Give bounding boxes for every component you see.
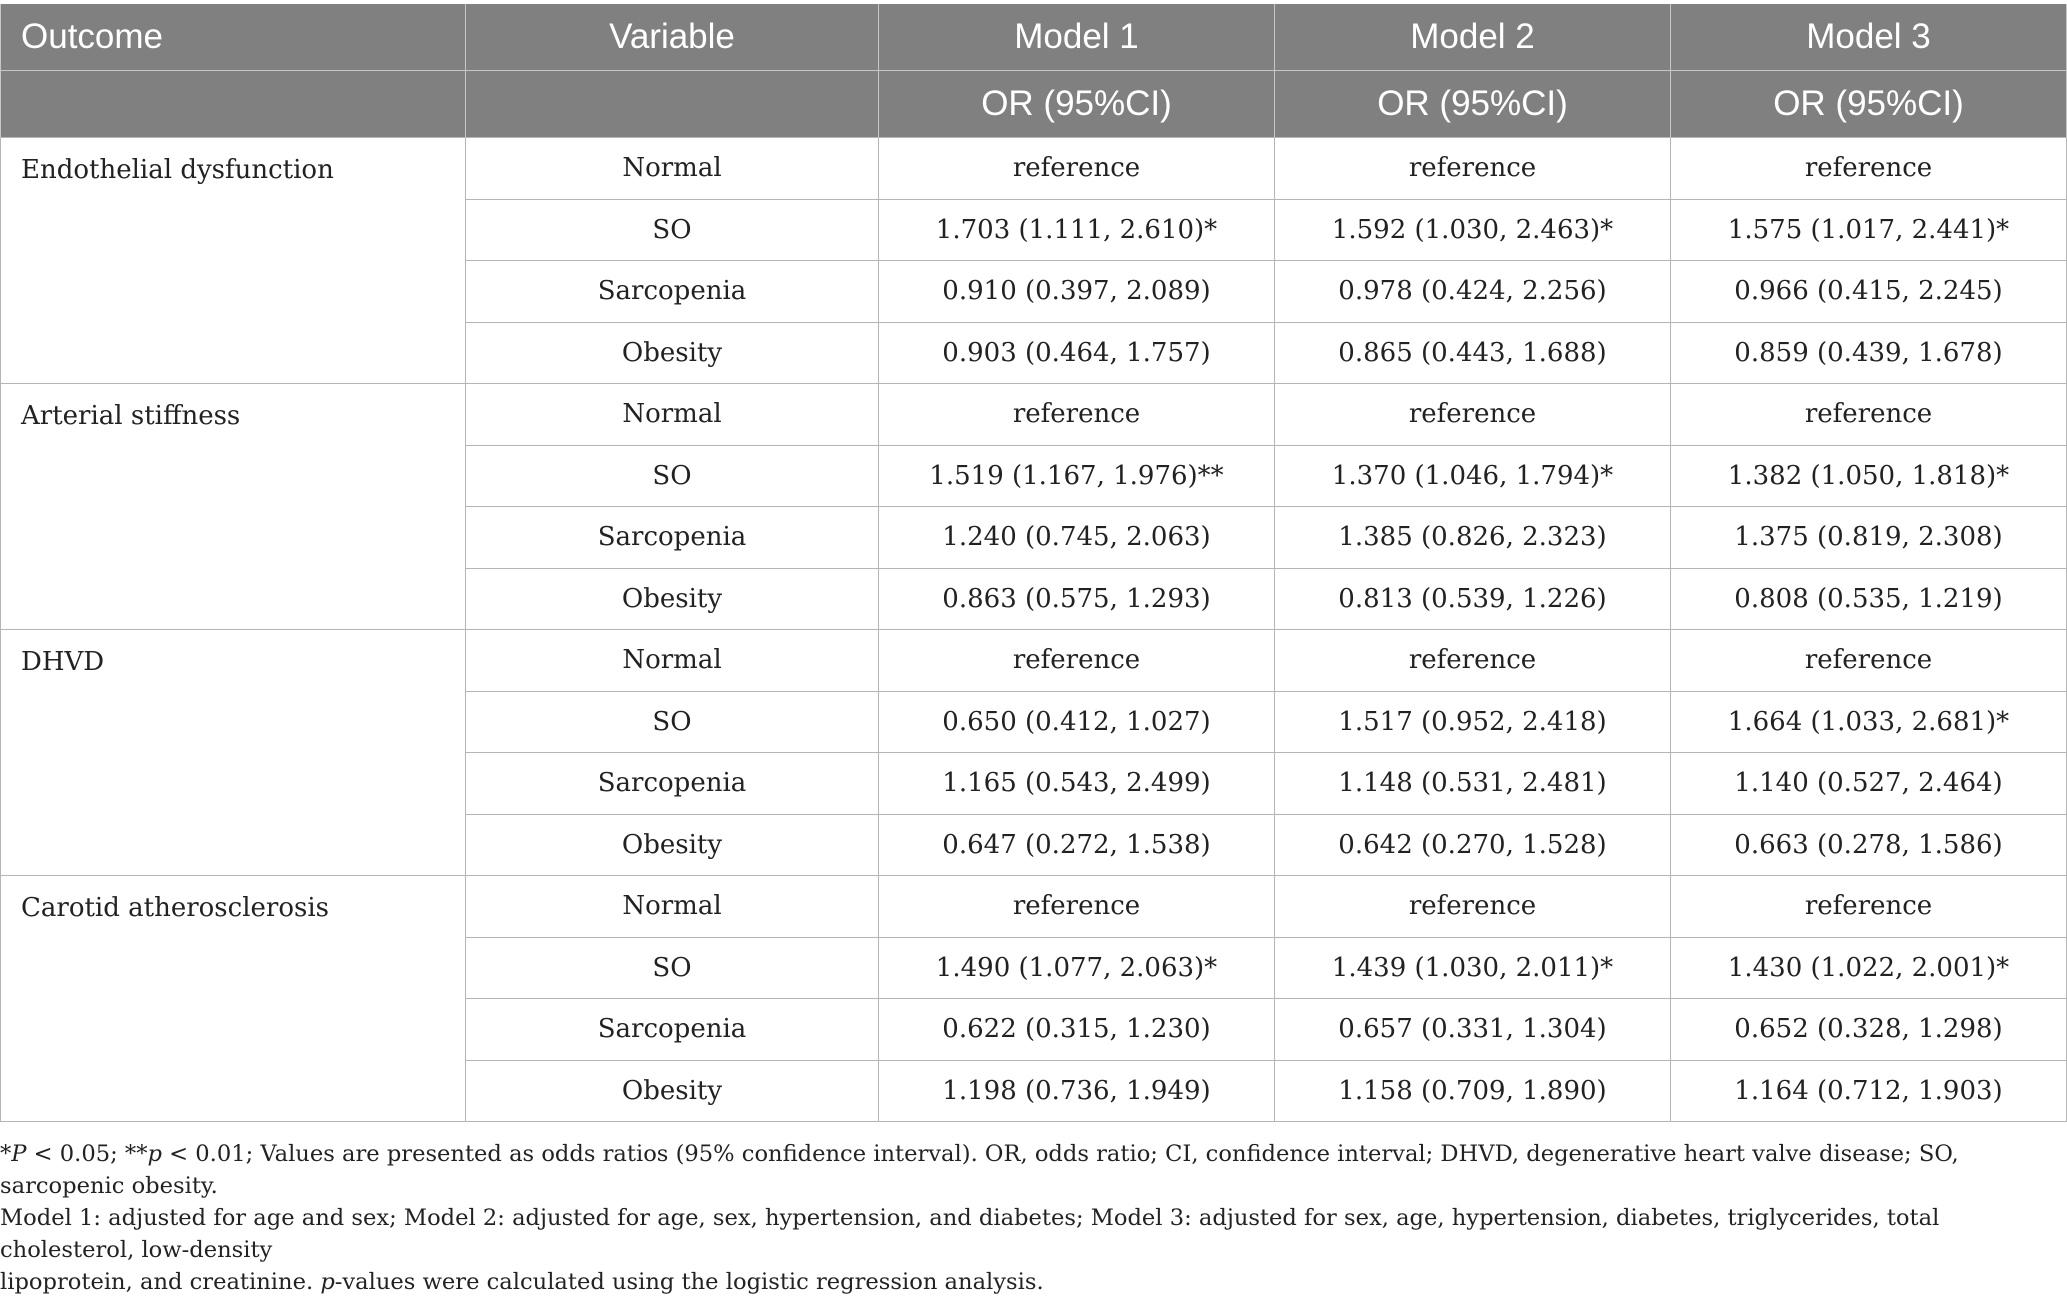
variable-cell: SO bbox=[466, 937, 879, 999]
model-2-cell: 1.517 (0.952, 2.418) bbox=[1275, 691, 1671, 753]
model-3-cell: 1.164 (0.712, 1.903) bbox=[1671, 1060, 2067, 1122]
odds-ratio-table bbox=[0, 4, 2067, 1122]
model-2-cell: 0.813 (0.539, 1.226) bbox=[1275, 568, 1671, 630]
header-model-3: Model 3 bbox=[1671, 4, 2067, 71]
footnote-italic-p: P bbox=[11, 1141, 27, 1167]
footnote-text: < 0.05; ** bbox=[26, 1141, 148, 1167]
variable-cell: Sarcopenia bbox=[466, 753, 879, 815]
model-1-cell: 0.863 (0.575, 1.293) bbox=[879, 568, 1275, 630]
model-2-cell: reference bbox=[1275, 384, 1671, 446]
header-or-label-2: OR (95%CI) bbox=[1275, 71, 1671, 138]
variable-cell: Normal bbox=[466, 876, 879, 938]
variable-cell: Obesity bbox=[466, 322, 879, 384]
variable-cell: Obesity bbox=[466, 1060, 879, 1122]
model-2-cell: 1.439 (1.030, 2.011)* bbox=[1275, 937, 1671, 999]
model-2-cell: 1.158 (0.709, 1.890) bbox=[1275, 1060, 1671, 1122]
model-2-cell: 1.370 (1.046, 1.794)* bbox=[1275, 445, 1671, 507]
outcome-cell: Carotid atherosclerosis bbox=[1, 876, 466, 1122]
variable-cell: Sarcopenia bbox=[466, 999, 879, 1061]
header-model-2: Model 2 bbox=[1275, 4, 1671, 71]
model-1-cell: 1.240 (0.745, 2.063) bbox=[879, 507, 1275, 569]
variable-cell: Sarcopenia bbox=[466, 507, 879, 569]
model-3-cell: 1.375 (0.819, 2.308) bbox=[1671, 507, 2067, 569]
table-header bbox=[1, 4, 2067, 138]
model-3-cell: 0.808 (0.535, 1.219) bbox=[1671, 568, 2067, 630]
model-3-cell: 0.652 (0.328, 1.298) bbox=[1671, 999, 2067, 1061]
model-1-cell: reference bbox=[879, 876, 1275, 938]
table-footnote bbox=[0, 1138, 2050, 1298]
model-3-cell: 1.430 (1.022, 2.001)* bbox=[1671, 937, 2067, 999]
model-3-cell: 0.663 (0.278, 1.586) bbox=[1671, 814, 2067, 876]
model-1-cell: 0.622 (0.315, 1.230) bbox=[879, 999, 1275, 1061]
model-2-cell: 1.592 (1.030, 2.463)* bbox=[1275, 199, 1671, 261]
model-1-cell: 0.910 (0.397, 2.089) bbox=[879, 261, 1275, 323]
model-2-cell: reference bbox=[1275, 630, 1671, 692]
model-1-cell: reference bbox=[879, 384, 1275, 446]
footnote-text: lipoprotein, and creatinine. bbox=[0, 1269, 321, 1295]
header-variable-blank bbox=[466, 71, 879, 138]
model-3-cell: reference bbox=[1671, 138, 2067, 200]
footnote-line-2: Model 1: adjusted for age and sex; Model 2: adjusted for age, sex, hypertension, and diabetes; Model 3: adjusted for sex, age, hypertension, diabetes, triglycerides, total cholesterol, low-density bbox=[0, 1205, 1940, 1263]
header-outcome-blank bbox=[1, 71, 466, 138]
model-2-cell: reference bbox=[1275, 876, 1671, 938]
outcome-cell: Endothelial dysfunction bbox=[1, 138, 466, 384]
model-2-cell: 1.385 (0.826, 2.323) bbox=[1275, 507, 1671, 569]
outcome-cell: Arterial stiffness bbox=[1, 384, 466, 630]
model-1-cell: 0.650 (0.412, 1.027) bbox=[879, 691, 1275, 753]
model-3-cell: 1.575 (1.017, 2.441)* bbox=[1671, 199, 2067, 261]
header-model-1: Model 1 bbox=[879, 4, 1275, 71]
model-3-cell: 1.382 (1.050, 1.818)* bbox=[1671, 445, 2067, 507]
footnote-text: -values were calculated using the logistic regression analysis. bbox=[334, 1269, 1044, 1295]
model-1-cell: 1.490 (1.077, 2.063)* bbox=[879, 937, 1275, 999]
model-3-cell: 0.859 (0.439, 1.678) bbox=[1671, 322, 2067, 384]
variable-cell: SO bbox=[466, 445, 879, 507]
header-variable: Variable bbox=[466, 4, 879, 71]
model-3-cell: 1.140 (0.527, 2.464) bbox=[1671, 753, 2067, 815]
model-1-cell: 1.519 (1.167, 1.976)** bbox=[879, 445, 1275, 507]
model-3-cell: reference bbox=[1671, 876, 2067, 938]
variable-cell: Sarcopenia bbox=[466, 261, 879, 323]
model-1-cell: reference bbox=[879, 138, 1275, 200]
variable-cell: Normal bbox=[466, 384, 879, 446]
model-3-cell: 1.664 (1.033, 2.681)* bbox=[1671, 691, 2067, 753]
model-2-cell: 0.657 (0.331, 1.304) bbox=[1275, 999, 1671, 1061]
footnote-asterisk: * bbox=[0, 1141, 12, 1167]
model-1-cell: 0.647 (0.272, 1.538) bbox=[879, 814, 1275, 876]
header-outcome: Outcome bbox=[1, 4, 466, 71]
table-row bbox=[1, 630, 2067, 692]
footnote-italic-p: p bbox=[320, 1269, 335, 1295]
variable-cell: SO bbox=[466, 199, 879, 261]
footnote-italic-p: p bbox=[147, 1141, 162, 1167]
table-row bbox=[1, 876, 2067, 938]
footnote-line-3 bbox=[0, 1266, 2050, 1298]
table-row bbox=[1, 384, 2067, 446]
model-1-cell: 1.703 (1.111, 2.610)* bbox=[879, 199, 1275, 261]
model-2-cell: 0.865 (0.443, 1.688) bbox=[1275, 322, 1671, 384]
model-1-cell: 0.903 (0.464, 1.757) bbox=[879, 322, 1275, 384]
header-or-label-3: OR (95%CI) bbox=[1671, 71, 2067, 138]
model-1-cell: 1.165 (0.543, 2.499) bbox=[879, 753, 1275, 815]
model-1-cell: reference bbox=[879, 630, 1275, 692]
model-2-cell: 0.642 (0.270, 1.528) bbox=[1275, 814, 1671, 876]
model-3-cell: reference bbox=[1671, 630, 2067, 692]
footnote-line-1 bbox=[0, 1138, 2050, 1202]
model-2-cell: 1.148 (0.531, 2.481) bbox=[1275, 753, 1671, 815]
outcome-cell: DHVD bbox=[1, 630, 466, 876]
variable-cell: Obesity bbox=[466, 814, 879, 876]
model-3-cell: reference bbox=[1671, 384, 2067, 446]
variable-cell: Normal bbox=[466, 630, 879, 692]
table-body bbox=[1, 138, 2067, 1122]
variable-cell: Obesity bbox=[466, 568, 879, 630]
variable-cell: Normal bbox=[466, 138, 879, 200]
header-or-label-1: OR (95%CI) bbox=[879, 71, 1275, 138]
footnote-text: < 0.01; Values are presented as odds ratios (95% confidence interval). OR, odds ratio; CI, confidence interval; DHVD, degenerative heart valve disease; SO, sarcopenic obesity. bbox=[0, 1141, 1959, 1199]
table-row bbox=[1, 138, 2067, 200]
model-1-cell: 1.198 (0.736, 1.949) bbox=[879, 1060, 1275, 1122]
model-3-cell: 0.966 (0.415, 2.245) bbox=[1671, 261, 2067, 323]
model-2-cell: reference bbox=[1275, 138, 1671, 200]
model-2-cell: 0.978 (0.424, 2.256) bbox=[1275, 261, 1671, 323]
variable-cell: SO bbox=[466, 691, 879, 753]
table-container bbox=[0, 4, 2067, 1122]
